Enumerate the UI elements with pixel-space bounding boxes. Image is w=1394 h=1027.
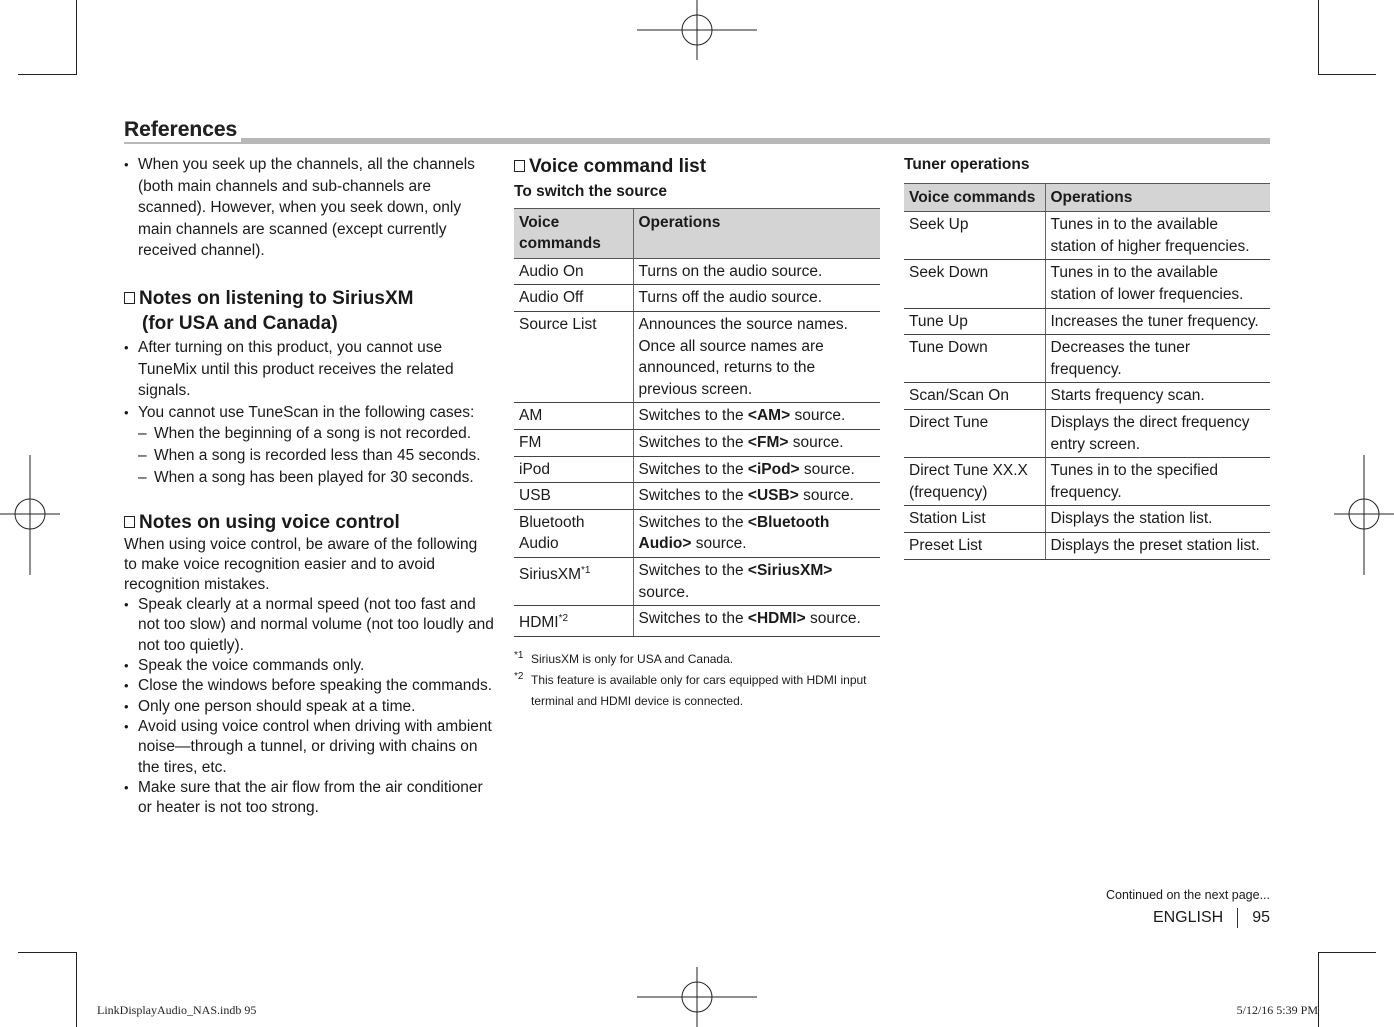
table-header-row xyxy=(514,208,880,258)
voice-command-cell: Tune Up xyxy=(904,308,1045,335)
checkbox-square-icon xyxy=(514,160,525,172)
voice-command-cell: Tune Down xyxy=(904,335,1045,383)
crop-mark xyxy=(1318,74,1376,75)
crop-mark xyxy=(76,0,77,75)
operation-cell: Increases the tuner frequency. xyxy=(1045,308,1270,335)
footnote-marker: *1 xyxy=(581,564,591,576)
crop-mark xyxy=(1318,952,1319,1027)
list-item: • You cannot use TuneScan in the following cases: – When the beginning of a song is not recorded. – When a song is recorded less than 45 seconds. – When a song has been played for 30 seconds. xyxy=(124,402,494,488)
list-item: • Avoid using voice control when driving with ambient noise—through a tunnel, or driving with chains on the tires, etc. xyxy=(124,717,494,778)
column-middle xyxy=(514,154,880,712)
checkbox-square-icon xyxy=(124,292,135,304)
tunescan-cases-list xyxy=(138,423,494,488)
operation-cell: Switches to the <USB> source. xyxy=(633,483,880,510)
page-number: 95 xyxy=(1252,909,1270,926)
list-item: – When a song has been played for 30 seconds. xyxy=(138,467,494,489)
operation-cell: Announces the source names. Once all source names are announced, returns to the previous screen. xyxy=(633,311,880,402)
table-row xyxy=(514,285,880,312)
column-header-voice-commands: Voice commands xyxy=(904,183,1045,212)
continued-note: Continued on the next page... xyxy=(1105,888,1270,902)
column-left xyxy=(124,154,494,818)
voice-command-cell: Bluetooth Audio xyxy=(514,509,633,557)
voice-command-cell: Audio Off xyxy=(514,285,633,312)
column-right xyxy=(904,154,1270,560)
table-row xyxy=(904,212,1270,260)
crop-mark xyxy=(76,952,77,1027)
table-row xyxy=(904,308,1270,335)
voice-command-cell: Source List xyxy=(514,311,633,402)
column-header-operations: Operations xyxy=(633,208,880,258)
table-row xyxy=(514,311,880,402)
voice-command-cell: Direct Tune XX.X (frequency) xyxy=(904,458,1045,506)
registration-mark-left xyxy=(0,455,60,575)
list-item: • After turning on this product, you cannot use TuneMix until this product receives the related signals. xyxy=(124,337,494,402)
list-item: • Only one person should speak at a time. xyxy=(124,697,494,717)
language-label: ENGLISH xyxy=(1152,909,1224,926)
operation-cell: Switches to the <FM> source. xyxy=(633,429,880,456)
page-title: References xyxy=(124,118,241,142)
voice-command-cell: Scan/Scan On xyxy=(904,383,1045,410)
table-row xyxy=(514,403,880,430)
checkbox-square-icon xyxy=(124,516,135,528)
table-header-row xyxy=(904,183,1270,212)
intro-list xyxy=(124,154,494,262)
table-row xyxy=(514,456,880,483)
registration-mark-top xyxy=(637,0,757,60)
table-row xyxy=(514,258,880,285)
siriusxm-notes-list xyxy=(124,337,494,488)
page-header xyxy=(124,118,1270,148)
table-row xyxy=(904,260,1270,308)
table-row xyxy=(904,409,1270,457)
crop-mark xyxy=(1318,952,1376,953)
list-item: • Make sure that the air flow from the air conditioner or heater is not too strong. xyxy=(124,778,494,819)
voice-command-cell: AM xyxy=(514,403,633,430)
voice-command-cell: FM xyxy=(514,429,633,456)
operation-cell: Displays the station list. xyxy=(1045,506,1270,533)
header-rule xyxy=(124,138,1270,144)
table-row xyxy=(514,429,880,456)
subheading-switch-source: To switch the source xyxy=(514,183,668,200)
crop-mark xyxy=(1318,0,1319,75)
table-row xyxy=(514,509,880,557)
list-item: • Close the windows before speaking the commands. xyxy=(124,676,494,696)
voice-control-intro: When using voice control, be aware of the following to make voice recognition easier and to avoid recognition mistakes. xyxy=(124,536,478,594)
column-header-voice-commands: Voice commands xyxy=(514,208,633,258)
table-row xyxy=(514,606,880,637)
voice-command-cell: SiriusXM$^{*1}$ xyxy=(514,557,633,605)
operation-cell: Decreases the tuner frequency. xyxy=(1045,335,1270,383)
table-row xyxy=(514,483,880,510)
section-heading-voice-command-list: Voice command list xyxy=(514,154,880,179)
tuner-commands-table xyxy=(904,183,1270,560)
print-slug-file: LinkDisplayAudio_NAS.indb 95 xyxy=(97,1003,257,1017)
operation-cell: Turns off the audio source. xyxy=(633,285,880,312)
table-row xyxy=(904,532,1270,559)
footnotes xyxy=(514,649,880,712)
print-slug-date: 5/12/16 5:39 PM xyxy=(1236,1003,1318,1017)
voice-command-cell: HDMI$^{*2}$ xyxy=(514,606,633,637)
list-item: – When a song is recorded less than 45 seconds. xyxy=(138,445,494,467)
operation-cell: Switches to the <SiriusXM> source. xyxy=(633,557,880,605)
page-footer xyxy=(1153,908,1270,928)
footnote: *2 This feature is available only for cars equipped with HDMI input terminal and HDMI device is connected. xyxy=(514,670,867,708)
voice-command-cell: USB xyxy=(514,483,633,510)
table-row xyxy=(904,458,1270,506)
operation-cell: Switches to the <HDMI> source. xyxy=(633,606,880,637)
list-item: • When you seek up the channels, all the channels (both main channels and sub-channels are scanned). However, when you seek down, only main channels are scanned (except currently received channel). xyxy=(124,154,494,262)
voice-command-cell: Direct Tune xyxy=(904,409,1045,457)
table-row xyxy=(904,335,1270,383)
operation-cell: Switches to the <AM> source. xyxy=(633,403,880,430)
operation-cell: Displays the direct frequency entry screen. xyxy=(1045,409,1270,457)
subheading-tuner-operations: Tuner operations xyxy=(904,156,1030,173)
table-row xyxy=(904,506,1270,533)
crop-mark xyxy=(18,74,76,75)
voice-command-cell: Seek Up xyxy=(904,212,1045,260)
voice-command-cell: Station List xyxy=(904,506,1045,533)
column-header-operations: Operations xyxy=(1045,183,1270,212)
operation-cell: Turns on the audio source. xyxy=(633,258,880,285)
list-item: • Speak the voice commands only. xyxy=(124,656,494,676)
operation-cell: Displays the preset station list. xyxy=(1045,532,1270,559)
list-item: – When the beginning of a song is not recorded. xyxy=(138,423,494,445)
voice-command-cell: iPod xyxy=(514,456,633,483)
section-heading-voice-control: Notes on using voice control xyxy=(124,510,494,535)
table-row xyxy=(904,383,1270,410)
operation-cell: Tunes in to the specified frequency. xyxy=(1045,458,1270,506)
voice-command-cell: Audio On xyxy=(514,258,633,285)
operation-cell: Tunes in to the available station of lower frequencies. xyxy=(1045,260,1270,308)
footnote-marker: *2 xyxy=(558,613,569,625)
source-commands-table xyxy=(514,208,880,637)
operation-cell: Switches to the <iPod> source. xyxy=(633,456,880,483)
voice-command-cell: Preset List xyxy=(904,532,1045,559)
operation-cell: Starts frequency scan. xyxy=(1045,383,1270,410)
crop-mark xyxy=(18,952,76,953)
footer-divider xyxy=(1237,908,1238,928)
table-row xyxy=(514,557,880,605)
footnote: *1 SiriusXM is only for USA and Canada. xyxy=(514,649,734,666)
operation-cell: Tunes in to the available station of higher frequencies. xyxy=(1045,212,1270,260)
registration-mark-bottom xyxy=(637,967,757,1027)
section-heading-siriusxm: Notes on listening to SiriusXM (for USA and Canada) xyxy=(124,286,494,336)
registration-mark-right xyxy=(1334,455,1394,575)
voice-command-cell: Seek Down xyxy=(904,260,1045,308)
operation-cell: Switches to the <Bluetooth Audio> source. xyxy=(633,509,880,557)
list-item: • Speak clearly at a normal speed (not too fast and not too slow) and normal volume (not too loudly and not too quietly). xyxy=(124,595,494,656)
voice-control-tips-list xyxy=(124,595,494,818)
